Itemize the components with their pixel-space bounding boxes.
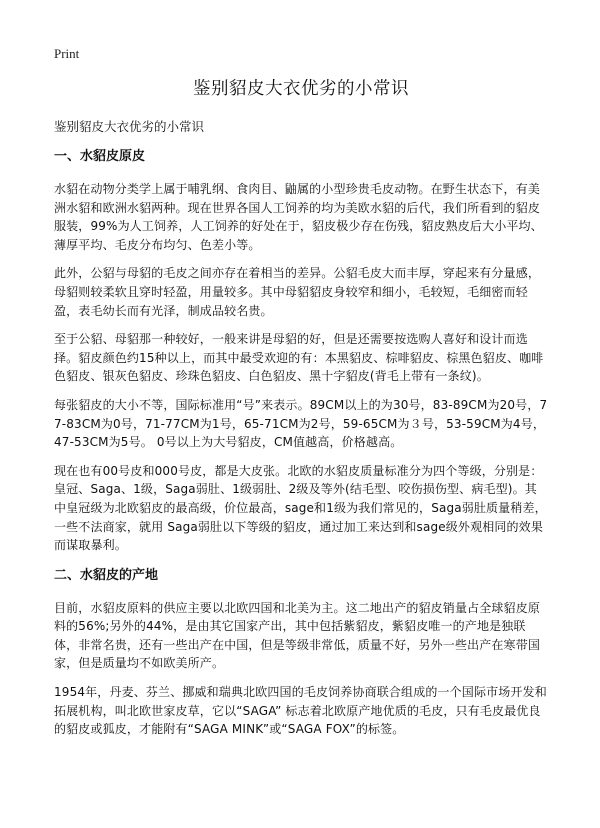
paragraph: 此外，公貂与母貂的毛皮之间亦存在着相当的差异。公貂毛皮大而丰厚，穿起来有分量感，母貂则较柔软且穿时轻盈，用量较多。其中母貂貂皮身较窄和细小，毛较短，毛细密而轻盈，表毛幼长而有光泽，制成品较名贵。 xyxy=(54,266,541,318)
section-original-mink xyxy=(54,148,548,555)
section-origin xyxy=(54,567,548,739)
paragraph: 至于公貂、母貂那一种较好，一般来讲是母貂的好，但是还需要按选购人喜好和设计而选择。貂皮颜色约15种以上，而其中最受欢迎的有：本黑貂皮、棕啡貂皮、棕黑色貂皮、咖啡色貂皮、银灰色貂皮、珍珠色貂皮、白色貂皮、黑十字貂皮(背毛上带有一条纹)。 xyxy=(54,332,544,384)
paragraph: 目前，水貂皮原料的供应主要以北欧四国和北美为主。这二地出产的貂皮销量占全球貂皮原料的56%;另外的44%，是由其它国家产出，其中包括紫貂皮，紫貂皮唯一的产地是独联体，非常名贵，还有一些出产在中国，但是等级非常低，质量不好，另外一些出产在寒带国家，但是质量均不如欧美所产。 xyxy=(54,600,541,671)
paragraph: 每张貂皮的大小不等，国际标准用“号”来表示。89CM以上的为30号，83-89CM为20号，77-83CM为0号，71-77CM为1号，65-71CM为2号，59-65CM为３号，53-59CM为4号，47-53CM为5号。 0号以上为大号貂皮，CM值越高，价格越高。 xyxy=(54,397,548,450)
page-title: 鉴别貂皮大衣优劣的小常识 xyxy=(193,79,409,99)
print-link[interactable]: Print xyxy=(54,46,80,61)
article xyxy=(54,76,548,749)
article-subtitle: 鉴别貂皮大衣优劣的小常识 xyxy=(54,119,205,134)
paragraph: 1954年，丹麦、芬兰、挪威和瑞典北欧四国的毛皮饲养协商联合组成的一个国际市场开发和拓展机构，叫北欧世家皮草，它以“SAGA” 标志着北欧原产地优质的毛皮，只有毛皮最优良的貂皮或狐皮，才能附有“SAGA MINK”或“SAGA FOX”的标签。 xyxy=(54,685,547,737)
section-heading: 二、水貂皮的产地 xyxy=(54,567,159,583)
section-heading: 一、水貂皮原皮 xyxy=(54,149,146,164)
paragraph: 现在也有00号皮和000号皮，都是大皮张。北欧的水貂皮质量标准分为四个等级，分别是：皇冠、Saga、1级，Saga弱肚、1级弱肚、2级及等外(结毛型、咬伤损伤型、病毛型)。其中皇冠级为北欧貂皮的最高级，价位最高，sage和1级为我们常见的，Saga弱肚质量稍差，一些不法商家，就用 Saga弱肚以下等级的貂皮，通过加工来达到和sage级外观相同的效果而谋取暴利。 xyxy=(54,463,547,553)
paragraph: 水貂在动物分类学上属于哺乳纲、食肉目、鼬属的小型珍贵毛皮动物。在野生状态下，有美洲水貂和欧洲水貂两种。现在世界各国人工饲养的均为美欧水貂的后代，我们所看到的貂皮服装，99%为人工饲养，人工饲养的好处在于，貂皮极少存在伤残，貂皮熟皮后大小平均、薄厚平均、毛皮分布均匀、色差小等。 xyxy=(54,182,543,252)
